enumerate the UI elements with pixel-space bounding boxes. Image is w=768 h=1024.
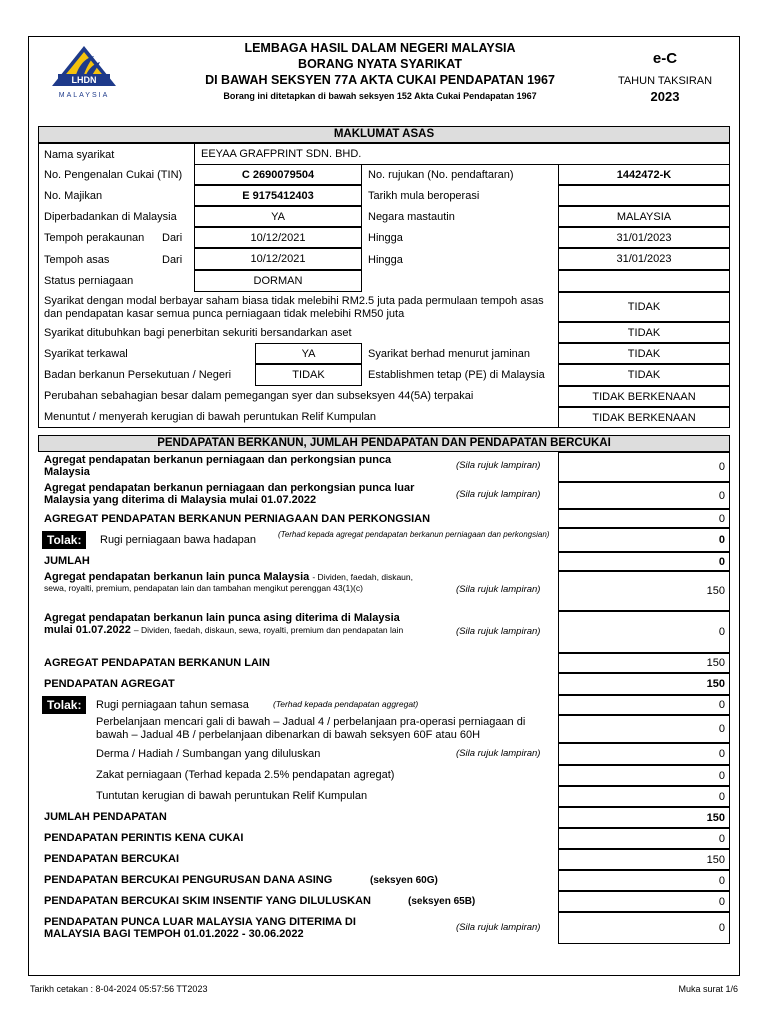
r4-label: Rugi perniagaan bawa hadapan [100,534,256,546]
r5-label: JUMLAH [44,555,90,567]
r7-value: 0 [558,611,730,653]
r9-label: PENDAPATAN AGREGAT [44,678,175,690]
tarikh-cetakan: Tarikh cetakan : 8-04-2024 05:57:56 TT2023 [30,984,208,994]
modal-label: Syarikat dengan modal berbayar saham biasa tidak melebihi RM2.5 juta pada permulaan tempoh asas dan pendapatan kasar semua punca perniagaan tidak melebihi RM50 juta [44,295,544,320]
form-code: e-C [652,50,678,67]
tempoh-asas-label: Tempoh asas [44,254,110,266]
r11-value: 0 [558,715,730,743]
nama-value: EEYAA GRAFPRINT SDN. BHD. [194,143,730,165]
menuntut-label: Menuntut / menyerah kerugian di bawah peruntukan Relif Kumpulan [44,411,377,423]
r4-value: 0 [558,528,730,552]
muka-surat: Muka surat 1/6 [678,984,738,994]
mula-label: Tarikh mula beroperasi [368,190,480,202]
header-line4: Borang ini ditetapkan di bawah seksyen 152 Akta Cukai Pendapatan 1967 [223,91,537,101]
perubahan-label: Perubahan sebahagian besar dalam pemegangan syer dan subseksyen 44(5A) terpakai [44,390,474,402]
tempoh-asas-hingga: 31/01/2023 [558,248,730,270]
r1-value: 0 [558,452,730,482]
r15-value: 150 [558,807,730,828]
r18-sec: (seksyen 60G) [370,875,438,886]
r12-note: (Sila rujuk lampiran) [456,748,541,759]
r7-block [44,612,404,636]
r6-value: 150 [558,571,730,611]
r19-value: 0 [558,891,730,912]
negara-value: MALAYSIA [558,206,730,227]
r6-note: (Sila rujuk lampiran) [456,584,541,595]
diperbadankan-value: YA [194,206,362,227]
r18-value: 0 [558,870,730,891]
mula-value [558,185,730,206]
header-line1: LEMBAGA HASIL DALAM NEGERI MALAYSIA [244,41,516,55]
r1-label: Agregat pendapatan berkanun perniagaan dan perkongsian punca Malaysia [44,454,392,478]
tempoh-akaun-dari: 10/12/2021 [194,227,362,248]
sekuriti-value: TIDAK [558,322,730,343]
tolak-label-1: Tolak: [42,531,86,549]
section-pendapatan: PENDAPATAN BERKANUN, JUMLAH PENDAPATAN DAN PENDAPATAN BERCUKAI [38,435,730,452]
r6-small: - Dividen, faedah, diskaun, sewa, royalti, premium, pendapatan lain dan tambahan mengikut perenggan 43(1)(c) [44,572,414,593]
badan-label: Badan berkanun Persekutuan / Negeri [44,369,232,381]
form-header [150,40,610,101]
r11-label: Perbelanjaan mencari gali di bawah – Jadual 4 / perbelanjaan pra-operasi perniagaan di bawah – Jadual 4B / perbelanjaan dibenarkan di bawah seksyen 60F atau 60H [96,716,526,741]
r13-label: Zakat perniagaan (Terhad kepada 2.5% pendapatan agregat) [96,769,395,781]
r7-label: Agregat pendapatan berkanun lain punca asing diterima di Malaysia mulai 01.07.2022 [44,612,400,636]
tolak-label-2: Tolak: [42,696,86,714]
r14-label: Tuntutan kerugian di bawah peruntukan Relif Kumpulan [96,790,368,802]
r20-note: (Sila rujuk lampiran) [456,922,541,933]
logo-subtext: MALAYSIA [58,92,110,99]
r19-sec: (seksyen 65B) [408,896,476,907]
tempoh-akaun-hingga-label: Hingga [368,232,403,244]
r16-label: PENDAPATAN PERINTIS KENA CUKAI [44,832,244,844]
section-maklumat-asas: MAKLUMAT ASAS [38,126,730,143]
r12-value: 0 [558,743,730,765]
r10-label: Rugi perniagaan tahun semasa [96,699,249,711]
r14-value: 0 [558,786,730,807]
r17-value: 150 [558,849,730,870]
menuntut-value: TIDAK BERKENAAN [558,407,730,428]
r2-note: (Sila rujuk lampiran) [456,489,541,500]
terkawal-value: YA [255,343,362,364]
r4-note: (Terhad kepada agregat pendapatan berkanun perniagaan dan perkongsian) [278,530,550,539]
tahun-label: TAHUN TAKSIRAN [617,75,713,87]
negara-label: Negara mastautin [368,211,455,223]
header-line2: BORANG NYATA SYARIKAT [298,57,462,71]
tempoh-akaun-hingga: 31/01/2023 [558,227,730,248]
status-label: Status perniagaan [44,275,134,287]
r20-label: PENDAPATAN PUNCA LUAR MALAYSIA YANG DITERIMA DI MALAYSIA BAGI TEMPOH 01.01.2022 - 30.06.2022 [44,916,356,940]
lhdn-logo [44,44,124,100]
r7-note: (Sila rujuk lampiran) [456,626,541,637]
header-line3: DI BAWAH SEKSYEN 77A AKTA CUKAI PENDAPATAN 1967 [205,73,555,87]
diperbadankan-label: Diperbadankan di Malaysia [44,211,177,223]
rujukan-label: No. rujukan (No. pendaftaran) [368,169,514,181]
perubahan-value: TIDAK BERKENAAN [558,386,730,407]
tempoh-asas-dari-label: Dari [162,254,183,266]
terkawal-label: Syarikat terkawal [44,348,128,360]
status-right-empty [558,270,730,292]
modal-value: TIDAK [558,292,730,322]
r3-value: 0 [558,509,730,528]
nama-label: Nama syarikat [44,149,115,161]
r2-value: 0 [558,482,730,509]
majikan-value: E 9175412403 [194,185,362,206]
jaminan-value: TIDAK [558,343,730,364]
r8-label: AGREGAT PENDAPATAN BERKANUN LAIN [44,657,270,669]
badan-value: TIDAK [255,364,362,386]
sekuriti-label: Syarikat ditubuhkan bagi penerbitan sekuriti bersandarkan aset [44,327,352,339]
r1-note: (Sila rujuk lampiran) [456,460,541,471]
r3-label: AGREGAT PENDAPATAN BERKANUN PERNIAGAAN DAN PERKONGSIAN [44,513,431,525]
r6-label: Agregat pendapatan berkanun lain punca Malaysia [44,571,310,583]
r16-value: 0 [558,828,730,849]
tin-label: No. Pengenalan Cukai (TIN) [44,169,183,181]
r10-value: 0 [558,695,730,715]
r13-value: 0 [558,765,730,786]
r2-label: Agregat pendapatan berkanun perniagaan dan perkongsian punca luar Malaysia yang diterima di Malaysia mulai 01.07.2022 [44,482,415,506]
r10-note: (Terhad kepada pendapatan aggregat) [273,699,419,709]
majikan-label: No. Majikan [44,190,103,202]
rujukan-value: 1442472-K [558,164,730,185]
r18-label: PENDAPATAN BERCUKAI PENGURUSAN DANA ASING [44,874,333,886]
r5-value: 0 [558,552,730,571]
r8-value: 150 [558,653,730,673]
tempoh-akaun-dari-label: Dari [162,232,183,244]
r15-label: JUMLAH PENDAPATAN [44,811,167,823]
form-code-block [600,50,730,104]
tempoh-akaun-label: Tempoh perakaunan [44,232,145,244]
r17-label: PENDAPATAN BERCUKAI [44,853,180,865]
tempoh-asas-hingga-label: Hingga [368,254,403,266]
pe-label: Establishmen tetap (PE) di Malaysia [368,369,545,381]
tin-value: C 2690079504 [194,164,362,185]
r19-label: PENDAPATAN BERCUKAI SKIM INSENTIF YANG DILULUSKAN [44,895,371,907]
pe-value: TIDAK [558,364,730,386]
status-value: DORMAN [194,270,362,292]
logo-text: LHDN [71,75,97,85]
r9-value: 150 [558,673,730,695]
r7-small: – Dividen, faedah, diskaun, sewa, royalti, premium dan pendapatan lain [133,625,404,635]
tempoh-asas-dari: 10/12/2021 [194,248,362,270]
r20-value: 0 [558,912,730,944]
tahun-value: 2023 [650,89,680,104]
r12-label: Derma / Hadiah / Sumbangan yang diluluskan [96,748,321,760]
r6-block [44,572,424,594]
jaminan-label: Syarikat berhad menurut jaminan [368,348,531,360]
